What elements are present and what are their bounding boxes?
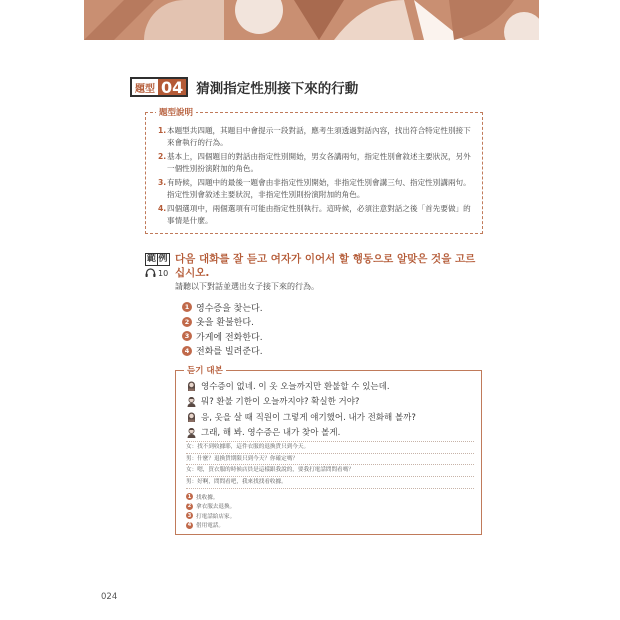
- translated-option: [186, 511, 235, 521]
- option-number: 2: [182, 317, 192, 327]
- line-text: 뭐? 환불 기한이 오늘까지야? 확실한 거야?: [201, 397, 360, 408]
- option-item[interactable]: [182, 329, 263, 344]
- item-number: 2.: [158, 152, 167, 161]
- woman-speaker-icon: [186, 411, 197, 422]
- option-text: 拿衣服去退換。: [196, 504, 236, 511]
- option-number: 3: [187, 512, 192, 519]
- dialogue-line: [186, 378, 416, 394]
- translated-option: [186, 502, 235, 512]
- explanation-item: [158, 177, 474, 200]
- option-number: 2: [187, 503, 192, 510]
- option-text: 전화를 빌려준다.: [196, 347, 263, 358]
- option-item[interactable]: [182, 344, 263, 359]
- explanation-title: 題型說明: [156, 106, 196, 118]
- line-text: 영수증이 없네. 이 옷 오늘까지만 환불할 수 있는데.: [201, 381, 390, 392]
- tag-number: 04: [158, 79, 186, 95]
- listening-script-box: [175, 366, 482, 535]
- option-item[interactable]: [182, 315, 263, 330]
- option-text: 가게에 전화한다.: [196, 332, 263, 343]
- banner-pattern-icon: [84, 0, 539, 40]
- dialogue-line: [186, 425, 416, 441]
- translation-block: [186, 441, 474, 487]
- script-title: 듣기 대본: [184, 364, 226, 376]
- tag-word: 題型: [135, 83, 155, 95]
- option-text: 找收據。: [196, 494, 219, 501]
- translation-line: 男：什麼？退換貨期限只到今天？你確定嗎？: [186, 453, 474, 465]
- option-number: 1: [182, 302, 192, 312]
- item-text: 本題型共四題，其題目中會提示一段對話，應考生須透過對話內容，找出符合特定性別接下來會執行的行為。: [167, 126, 471, 147]
- translated-options: [186, 492, 235, 530]
- woman-speaker-icon: [186, 380, 197, 391]
- line-text: 응, 옷을 살 때 직원이 그렇게 얘기했어. 내가 전화해 볼까?: [201, 412, 416, 423]
- question-type-tag: [130, 77, 188, 97]
- example-tag: [145, 253, 170, 266]
- item-text: 基本上，四個題目的對話由指定性別開始，男女各講兩句，指定性別會敘述主要狀況，另外一個性別扮演附加的角色。: [167, 152, 471, 173]
- option-number: 4: [182, 346, 192, 356]
- example-tag-b: 例: [158, 254, 168, 264]
- answer-options: [182, 300, 263, 358]
- translation-line: 男：好啊，問問看吧，我來找找看收據。: [186, 476, 474, 488]
- explanation-box: [145, 108, 483, 234]
- explanation-list: [146, 113, 482, 226]
- item-text: 有時候，四題中的最後一題會由非指定性別開始，非指定性別會講三句、指定性別講兩句。指定性別會敘述主要狀況，非指定性別則扮演附加的角色。: [167, 178, 471, 199]
- translation-line: 女：嗯，買衣服的時候店員是這樣跟我說的，要我打電話問問看嗎？: [186, 464, 474, 476]
- item-text: 四個選項中，兩個選項有可能由指定性別執行。這時候，必須注意對話之後「首先要做」的事情是什麼。: [167, 204, 471, 225]
- option-text: 打電話給店家。: [196, 513, 236, 520]
- audio-track[interactable]: [145, 268, 168, 278]
- option-text: 영수증을 찾는다.: [196, 303, 263, 314]
- divider: [186, 488, 474, 489]
- item-number: 4.: [158, 204, 167, 213]
- track-number: 10: [158, 268, 169, 278]
- question-korean: 다음 대화를 잘 듣고 여자가 이어서 할 행동으로 알맞은 것을 고르십시오.: [175, 253, 476, 279]
- option-number: 1: [187, 493, 192, 500]
- page-title: 猜測指定性別接下來的行動: [196, 81, 359, 97]
- option-item[interactable]: [182, 300, 263, 315]
- decorative-banner: [84, 0, 539, 40]
- option-number: 4: [187, 522, 192, 529]
- example-tag-a: 範: [147, 254, 157, 264]
- translation-line: 女：找不到收據耶，這件衣服的退換貨只到今天。: [186, 441, 474, 453]
- option-text: 옷을 환불한다.: [196, 318, 254, 329]
- man-speaker-icon: [186, 427, 197, 438]
- headphones-icon: [145, 268, 156, 278]
- page-number: 024: [101, 592, 118, 602]
- option-text: 借用電話。: [196, 523, 224, 530]
- dialogue-line: [186, 409, 416, 425]
- option-number: 3: [182, 331, 192, 341]
- dialogue-line: [186, 394, 416, 410]
- line-text: 그래, 해 봐. 영수증은 내가 찾아 볼게.: [201, 428, 341, 439]
- section-heading: [130, 77, 358, 97]
- explanation-item: [158, 125, 474, 148]
- explanation-item: [158, 203, 474, 226]
- dialogue-lines: [186, 378, 416, 440]
- question-chinese: 請聽以下對話並選出女子接下來的行為。: [175, 282, 319, 291]
- translated-option: [186, 492, 235, 502]
- translated-option: [186, 521, 235, 531]
- man-speaker-icon: [186, 396, 197, 407]
- item-number: 3.: [158, 178, 167, 187]
- item-number: 1.: [158, 126, 167, 135]
- explanation-item: [158, 151, 474, 174]
